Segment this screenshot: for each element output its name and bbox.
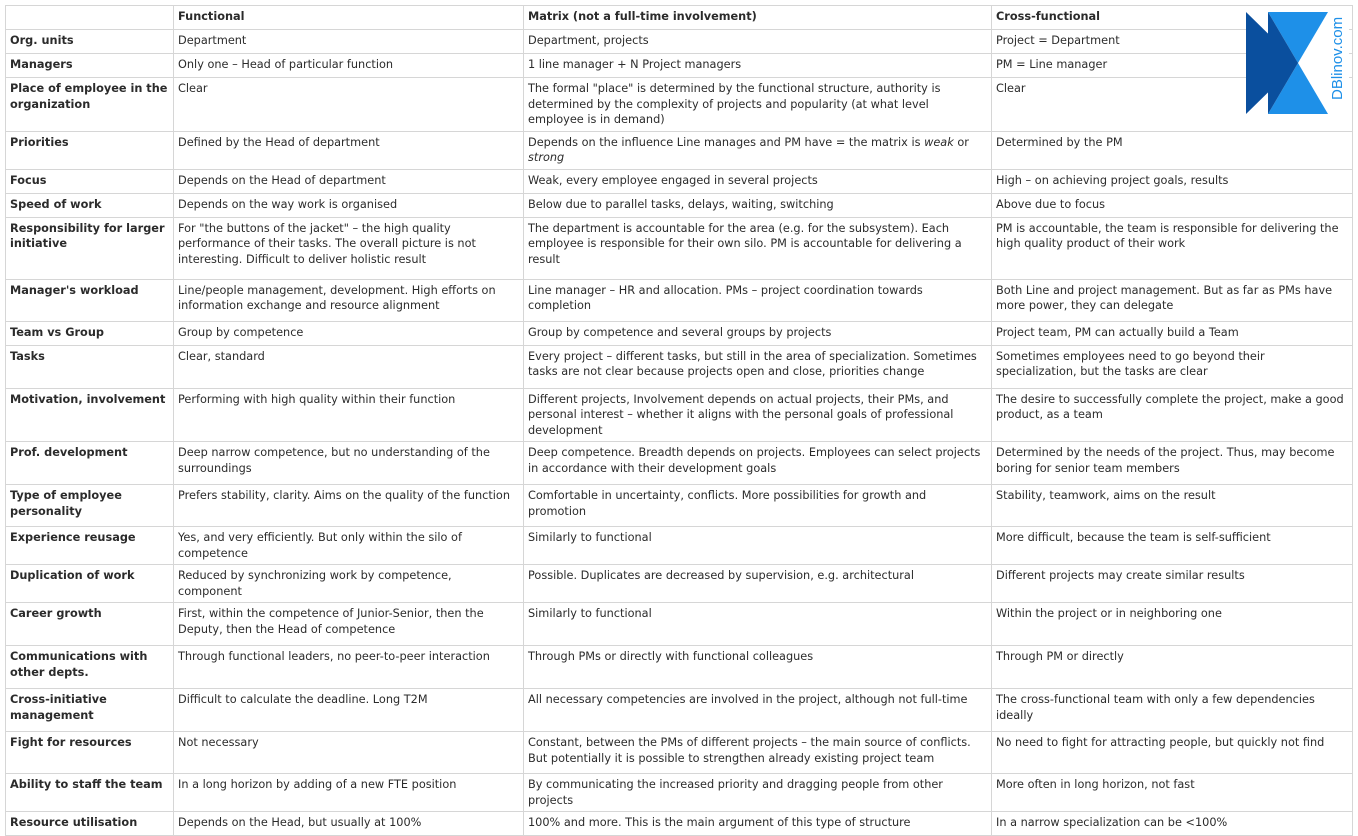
cell-matrix: 1 line manager + N Project managers <box>524 54 992 78</box>
cell-functional: Only one – Head of particular function <box>174 54 524 78</box>
cell-cross-functional: Determined by the needs of the project. Thus, may become boring for senior team members <box>992 442 1353 485</box>
cell-functional: Defined by the Head of department <box>174 131 524 169</box>
cell-functional: Group by competence <box>174 321 524 345</box>
cell-matrix: Weak, every employee engaged in several projects <box>524 169 992 193</box>
row-label: Managers <box>6 54 174 78</box>
cell-matrix: Through PMs or directly with functional colleagues <box>524 646 992 689</box>
table-row <box>6 485 1353 527</box>
table-row <box>6 603 1353 646</box>
cell-matrix: By communicating the increased priority and dragging people from other projects <box>524 774 992 812</box>
table-row <box>6 345 1353 388</box>
row-label: Manager's workload <box>6 279 174 321</box>
row-label: Priorities <box>6 131 174 169</box>
row-label: Responsibility for larger initiative <box>6 217 174 279</box>
k-logo-icon <box>1246 12 1349 114</box>
cell-functional: Clear, standard <box>174 345 524 388</box>
row-label: Speed of work <box>6 193 174 217</box>
matrix-priorities-or: or <box>953 135 969 149</box>
cell-matrix: The formal "place" is determined by the functional structure, authority is determined by the complexity of projects and popularity (at what level employee is in demand) <box>524 78 992 132</box>
row-label: Ability to staff the team <box>6 774 174 812</box>
header-corner <box>6 6 174 30</box>
cell-matrix: Group by competence and several groups by projects <box>524 321 992 345</box>
table-row <box>6 54 1353 78</box>
row-label: Prof. development <box>6 442 174 485</box>
row-label: Duplication of work <box>6 565 174 603</box>
table-row <box>6 646 1353 689</box>
cell-cross-functional: Within the project or in neighboring one <box>992 603 1353 646</box>
cell-functional: For "the buttons of the jacket" – the high quality performance of their tasks. The overall picture is not interesting. Difficult to deliver holistic result <box>174 217 524 279</box>
cell-cross-functional: In a narrow specialization can be <100% <box>992 812 1353 836</box>
header-row <box>6 6 1353 30</box>
matrix-strong-emphasis: strong <box>528 151 565 164</box>
cell-functional: Line/people management, development. High efforts on information exchange and resource alignment <box>174 279 524 321</box>
row-label: Resource utilisation <box>6 812 174 836</box>
cell-cross-functional: Sometimes employees need to go beyond their specialization, but the tasks are clear <box>992 345 1353 388</box>
row-label: Focus <box>6 169 174 193</box>
cell-cross-functional: PM is accountable, the team is responsible for delivering the high quality product of their work <box>992 217 1353 279</box>
cell-functional: Performing with high quality within their function <box>174 388 524 442</box>
cell-matrix: The department is accountable for the area (e.g. for the subsystem). Each employee is responsible for their own silo. PM is accountable for delivering a result <box>524 217 992 279</box>
cell-matrix <box>524 131 992 169</box>
cell-cross-functional: Clear <box>992 78 1353 132</box>
cell-cross-functional: No need to fight for attracting people, but quickly not find <box>992 732 1353 774</box>
cell-cross-functional: The desire to successfully complete the project, make a good product, as a team <box>992 388 1353 442</box>
dblinov-logo <box>1246 12 1349 114</box>
cell-functional: Difficult to calculate the deadline. Long T2M <box>174 689 524 732</box>
row-label: Cross-initiative management <box>6 689 174 732</box>
table-row <box>6 279 1353 321</box>
table-row <box>6 689 1353 732</box>
row-label: Career growth <box>6 603 174 646</box>
cell-functional: Prefers stability, clarity. Aims on the quality of the function <box>174 485 524 527</box>
cell-matrix: Constant, between the PMs of different projects – the main source of conflicts. But potentially it is possible to strengthen already existing project team <box>524 732 992 774</box>
table-row <box>6 131 1353 169</box>
row-label: Type of employee personality <box>6 485 174 527</box>
cell-cross-functional: The cross-functional team with only a few dependencies ideally <box>992 689 1353 732</box>
logo-text: DBlinov.com <box>1329 16 1346 100</box>
cell-matrix: 100% and more. This is the main argument of this type of structure <box>524 812 992 836</box>
cell-functional: Depends on the way work is organised <box>174 193 524 217</box>
cell-matrix: Different projects, Involvement depends on actual projects, their PMs, and personal interest – whether it aligns with the personal goals of professional development <box>524 388 992 442</box>
cell-cross-functional: Determined by the PM <box>992 131 1353 169</box>
table-row <box>6 774 1353 812</box>
cell-functional: Reduced by synchronizing work by competence, component <box>174 565 524 603</box>
header-functional: Functional <box>174 6 524 30</box>
table-row <box>6 78 1353 132</box>
table-row <box>6 527 1353 565</box>
header-matrix: Matrix (not a full-time involvement) <box>524 6 992 30</box>
cell-functional: Through functional leaders, no peer-to-peer interaction <box>174 646 524 689</box>
cell-matrix: Similarly to functional <box>524 527 992 565</box>
cell-matrix: All necessary competencies are involved in the project, although not full-time <box>524 689 992 732</box>
table-row <box>6 442 1353 485</box>
table-row <box>6 321 1353 345</box>
cell-functional: Depends on the Head, but usually at 100% <box>174 812 524 836</box>
cell-functional: Yes, and very efficiently. But only within the silo of competence <box>174 527 524 565</box>
cell-matrix: Possible. Duplicates are decreased by supervision, e.g. architectural <box>524 565 992 603</box>
cell-functional: Depends on the Head of department <box>174 169 524 193</box>
matrix-priorities-text: Depends on the influence Line manages and PM have = the matrix is <box>528 135 925 149</box>
cell-cross-functional: More difficult, because the team is self-sufficient <box>992 527 1353 565</box>
cell-matrix: Below due to parallel tasks, delays, waiting, switching <box>524 193 992 217</box>
table-row <box>6 388 1353 442</box>
cell-cross-functional: Project team, PM can actually build a Team <box>992 321 1353 345</box>
cell-functional: Not necessary <box>174 732 524 774</box>
cell-cross-functional: High – on achieving project goals, results <box>992 169 1353 193</box>
cell-cross-functional: Different projects may create similar results <box>992 565 1353 603</box>
cell-cross-functional: Above due to focus <box>992 193 1353 217</box>
cell-matrix: Comfortable in uncertainty, conflicts. More possibilities for growth and promotion <box>524 485 992 527</box>
cell-functional: First, within the competence of Junior-Senior, then the Deputy, then the Head of competence <box>174 603 524 646</box>
table-row <box>6 565 1353 603</box>
table-row <box>6 812 1353 836</box>
cell-functional: Clear <box>174 78 524 132</box>
cell-matrix: Every project – different tasks, but still in the area of specialization. Sometimes tasks are not clear because projects open and close, priorities change <box>524 345 992 388</box>
row-label: Communications with other depts. <box>6 646 174 689</box>
cell-cross-functional: More often in long horizon, not fast <box>992 774 1353 812</box>
cell-matrix: Line manager – HR and allocation. PMs – project coordination towards completion <box>524 279 992 321</box>
cell-functional: In a long horizon by adding of a new FTE position <box>174 774 524 812</box>
cell-cross-functional: Through PM or directly <box>992 646 1353 689</box>
cell-functional: Deep narrow competence, but no understanding of the surroundings <box>174 442 524 485</box>
row-label: Experience reusage <box>6 527 174 565</box>
cell-matrix: Deep competence. Breadth depends on projects. Employees can select projects in accordance with their development goals <box>524 442 992 485</box>
cell-cross-functional: Both Line and project management. But as far as PMs have more power, they can delegate <box>992 279 1353 321</box>
table-row <box>6 30 1353 54</box>
table-row <box>6 169 1353 193</box>
cell-cross-functional: Project = Department <box>992 30 1353 54</box>
table-row <box>6 217 1353 279</box>
row-label: Motivation, involvement <box>6 388 174 442</box>
header-cross-functional: Cross-functional <box>992 6 1353 30</box>
row-label: Org. units <box>6 30 174 54</box>
row-label: Team vs Group <box>6 321 174 345</box>
row-label: Place of employee in the organization <box>6 78 174 132</box>
table-row <box>6 193 1353 217</box>
row-label: Fight for resources <box>6 732 174 774</box>
cell-functional: Department <box>174 30 524 54</box>
table-row <box>6 732 1353 774</box>
cell-cross-functional: PM = Line manager <box>992 54 1353 78</box>
comparison-table <box>5 5 1353 836</box>
row-label: Tasks <box>6 345 174 388</box>
cell-matrix: Similarly to functional <box>524 603 992 646</box>
cell-matrix: Department, projects <box>524 30 992 54</box>
matrix-weak-emphasis: weak <box>924 135 954 149</box>
cell-cross-functional: Stability, teamwork, aims on the result <box>992 485 1353 527</box>
